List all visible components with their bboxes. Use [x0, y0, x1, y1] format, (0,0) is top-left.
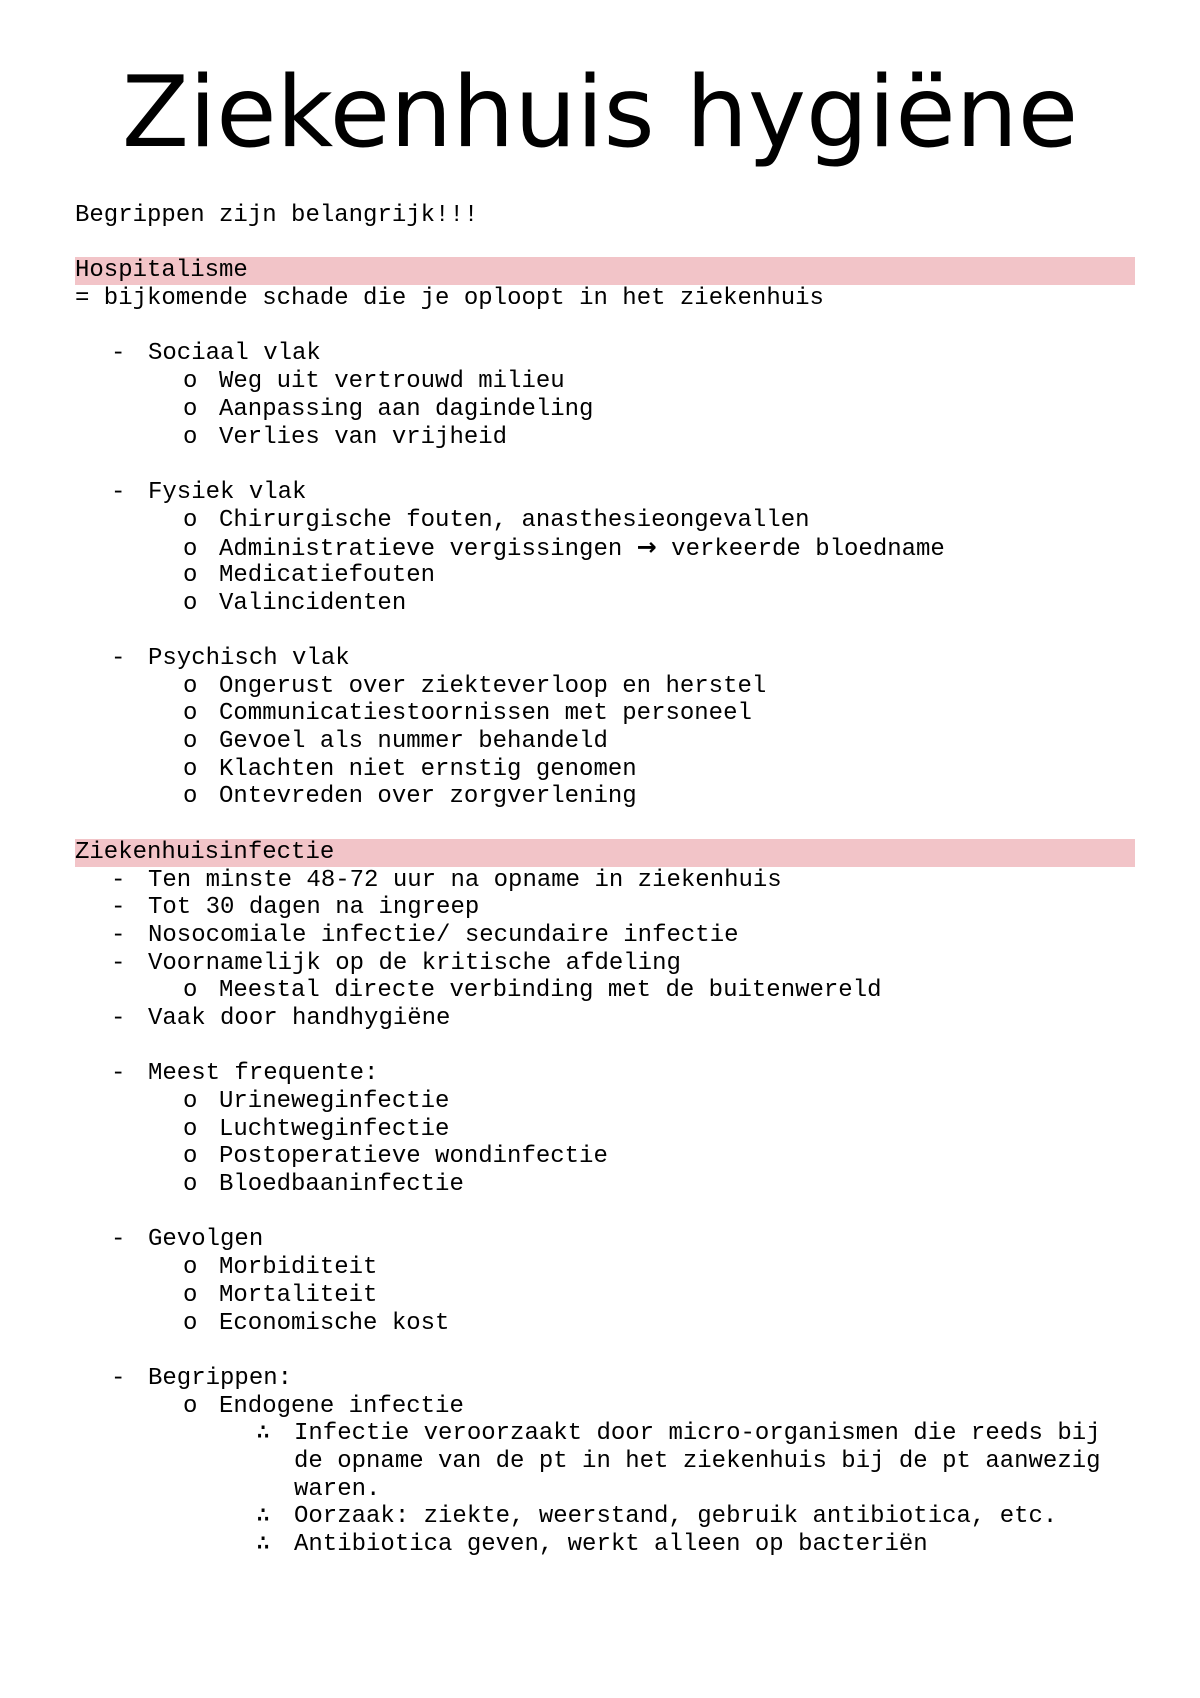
- circle-bullet: o: [183, 536, 198, 564]
- circle-bullet: o: [183, 1115, 198, 1143]
- dash-bullet: -: [111, 894, 126, 922]
- circle-bullet: o: [183, 506, 198, 534]
- sub-list-item-label: Bloedbaaninfectie: [219, 1171, 464, 1199]
- sub-list-item: [75, 1116, 1135, 1144]
- list-item: [75, 922, 1135, 950]
- sub-list-item: [75, 700, 1135, 728]
- list-item-label: Ten minste 48-72 uur na opname in ziekenhuis: [148, 866, 782, 894]
- circle-bullet: o: [183, 783, 198, 811]
- sub-list-item: [75, 756, 1135, 784]
- right-arrow-icon: →: [636, 533, 657, 562]
- circle-bullet: o: [183, 368, 198, 396]
- list-item-meest-frequente: [75, 1060, 1135, 1088]
- circle-bullet: o: [183, 728, 198, 756]
- sub-list-item-label: Luchtweginfectie: [219, 1115, 450, 1143]
- circle-bullet: o: [183, 561, 198, 589]
- detail-item-continuation: de opname van de pt in het ziekenhuis bij de pt aanwezig: [294, 1447, 1101, 1475]
- sub-list-item-label: Administratieve vergissingen: [219, 536, 637, 564]
- circle-bullet: o: [183, 1254, 198, 1282]
- circle-bullet: o: [183, 977, 198, 1005]
- sub-list-item-label: Urineweginfectie: [219, 1088, 450, 1115]
- blank-line: [75, 1337, 1135, 1365]
- sub-list-item-label: Endogene infectie: [219, 1392, 464, 1420]
- sub-list-item-label: Klachten niet ernstig genomen: [219, 755, 637, 783]
- dash-bullet: -: [111, 1004, 126, 1032]
- detail-item-continuation: waren.: [294, 1475, 381, 1503]
- sub-list-item-label: Ontevreden over zorgverlening: [219, 783, 637, 811]
- list-item-label: Psychisch vlak: [148, 645, 350, 672]
- circle-bullet: o: [183, 1143, 198, 1171]
- document-body: [75, 202, 1135, 1559]
- blank-line: [75, 451, 1135, 479]
- sub-list-item: [75, 368, 1135, 396]
- sub-list-item: [75, 1393, 1135, 1421]
- therefore-bullet: ∴: [256, 1531, 271, 1558]
- dash-bullet: -: [111, 1060, 126, 1088]
- sub-list-item-label: Aanpassing aan dagindeling: [219, 395, 594, 423]
- circle-bullet: o: [183, 672, 198, 700]
- sub-list-item-label: Chirurgische fouten, anasthesieongevallen: [219, 506, 810, 534]
- list-item-gevolgen: [75, 1226, 1135, 1254]
- sub-list-item: [75, 1143, 1135, 1171]
- sub-list-item: [75, 673, 1135, 701]
- list-item-label: Begrippen:: [148, 1364, 293, 1392]
- blank-line: [75, 1199, 1135, 1227]
- sub-list-item-label: Morbiditeit: [219, 1254, 378, 1282]
- circle-bullet: o: [183, 1309, 198, 1337]
- sub-list-item-label: Postoperatieve wondinfectie: [219, 1143, 608, 1171]
- detail-item-label: Antibiotica geven, werkt alleen op bacteriën: [294, 1531, 928, 1558]
- dash-bullet: -: [111, 921, 126, 949]
- list-item-label: Vaak door handhygiëne: [148, 1004, 451, 1032]
- therefore-bullet: ∴: [256, 1503, 271, 1531]
- circle-bullet: o: [183, 1171, 198, 1199]
- sub-list-item-label: Ongerust over ziekteverloop en herstel: [219, 672, 767, 700]
- detail-item-label: Infectie veroorzaakt door micro-organismen die reeds bij: [294, 1420, 1101, 1448]
- sub-list-item: [75, 562, 1135, 590]
- list-item: [75, 950, 1135, 978]
- dash-bullet: -: [111, 645, 126, 672]
- list-item-begrippen: [75, 1365, 1135, 1393]
- circle-bullet: o: [183, 1392, 198, 1420]
- sub-list-item-label: Mortaliteit: [219, 1281, 378, 1309]
- sub-list-item-label: Medicatiefouten: [219, 561, 436, 589]
- circle-bullet: o: [183, 589, 198, 617]
- blank-line: [75, 230, 1135, 258]
- list-item-label: Meest frequente:: [148, 1060, 379, 1088]
- definition-hospitalisme: = bijkomende schade die je oploopt in het ziekenhuis: [75, 285, 824, 313]
- sub-list-item: [75, 1254, 1135, 1282]
- sub-list-item-label: verkeerde bloedname: [656, 536, 945, 564]
- circle-bullet: o: [183, 423, 198, 451]
- list-item-label: Nosocomiale infectie/ secundaire infectie: [148, 921, 739, 949]
- section-heading-ziekenhuisinfectie: Ziekenhuisinfectie: [75, 839, 1135, 867]
- list-item: [75, 1005, 1135, 1033]
- circle-bullet: o: [183, 395, 198, 423]
- sub-list-item: [75, 534, 1135, 562]
- blank-line: [75, 617, 1135, 645]
- list-item-label: Fysiek vlak: [148, 478, 307, 506]
- sub-list-item: [75, 783, 1135, 811]
- dash-bullet: -: [111, 340, 126, 368]
- dash-bullet: -: [111, 478, 126, 506]
- sub-list-item: [75, 590, 1135, 618]
- sub-list-item: [75, 1171, 1135, 1199]
- list-item-fysiek: [75, 479, 1135, 507]
- circle-bullet: o: [183, 700, 198, 728]
- sub-list-item-label: Valincidenten: [219, 589, 407, 617]
- list-item: [75, 894, 1135, 922]
- list-item-label: Tot 30 dagen na ingreep: [148, 894, 480, 922]
- dash-bullet: -: [111, 1364, 126, 1392]
- dash-bullet: -: [111, 949, 126, 977]
- blank-line: [75, 313, 1135, 341]
- list-item-label: Gevolgen: [148, 1226, 264, 1254]
- sub-list-item: [75, 396, 1135, 424]
- detail-item: [75, 1531, 1135, 1559]
- circle-bullet: o: [183, 755, 198, 783]
- detail-item: [75, 1420, 1135, 1448]
- intro-line: Begrippen zijn belangrijk!!!: [75, 202, 479, 229]
- therefore-bullet: ∴: [256, 1420, 271, 1448]
- dash-bullet: -: [111, 1226, 126, 1254]
- sub-list-item-label: Gevoel als nummer behandeld: [219, 728, 608, 756]
- sub-list-item: [75, 1310, 1135, 1338]
- sub-list-item-label: Weg uit vertrouwd milieu: [219, 368, 565, 396]
- list-item-psychisch: [75, 645, 1135, 673]
- sub-list-item: [75, 1088, 1135, 1116]
- sub-list-item: [75, 507, 1135, 535]
- section-heading-hospitalisme: Hospitalisme: [75, 257, 1135, 285]
- sub-list-item-label: Communicatiestoornissen met personeel: [219, 700, 752, 728]
- detail-item: [75, 1503, 1135, 1531]
- sub-list-item-label: Verlies van vrijheid: [219, 423, 508, 451]
- circle-bullet: o: [183, 1281, 198, 1309]
- sub-list-item: [75, 977, 1135, 1005]
- sub-list-item: [75, 728, 1135, 756]
- list-item-label: Sociaal vlak: [148, 340, 321, 368]
- blank-line: [75, 811, 1135, 839]
- sub-list-item-label: Meestal directe verbinding met de buitenwereld: [219, 977, 882, 1005]
- sub-list-item-label: Economische kost: [219, 1309, 450, 1337]
- detail-item-label: Oorzaak: ziekte, weerstand, gebruik antibiotica, etc.: [294, 1503, 1058, 1531]
- sub-list-item: [75, 424, 1135, 452]
- blank-line: [75, 1033, 1135, 1061]
- list-item-sociaal: [75, 340, 1135, 368]
- list-item-label: Voornamelijk op de kritische afdeling: [148, 949, 681, 977]
- page-title: Ziekenhuis hygiëne: [121, 56, 1079, 170]
- dash-bullet: -: [111, 866, 126, 894]
- circle-bullet: o: [183, 1088, 198, 1115]
- sub-list-item: [75, 1282, 1135, 1310]
- list-item: [75, 867, 1135, 895]
